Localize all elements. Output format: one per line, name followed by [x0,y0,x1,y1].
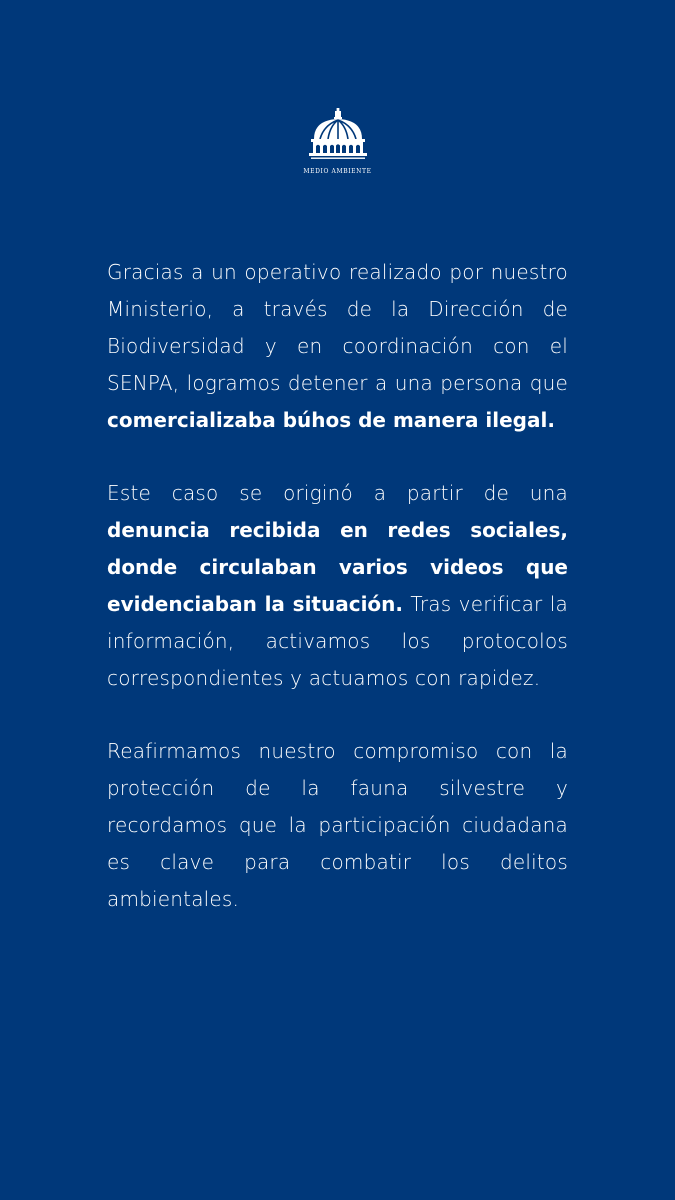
paragraph-text: Reafirmamos nuestro compromiso con la protección de la fauna silvestre y recordamos que la participación ciudadana es clave para combatir los delitos ambientales. [107,739,568,911]
ministry-logo [0,108,675,176]
highlighted-text: comercializaba búhos de manera ilegal. [107,408,555,432]
paragraph-text: Este caso se originó a partir de una [107,481,568,505]
dome-icon [308,108,368,164]
logo-text: MEDIO AMBIENTE [303,168,372,175]
post-text [107,254,568,954]
paragraph-origin [107,475,568,697]
paragraph-commitment [107,733,568,918]
paragraph-operation [107,254,568,439]
highlighted-text: denuncia recibida en redes sociales, donde circulaban varios videos que evidenciaban la situación. [107,518,568,616]
paragraph-text: Tras verificar la información, activamos los protocolos correspondientes y actuamos con rapidez. [107,592,569,690]
paragraph-text: Gracias a un operativo realizado por nuestro Ministerio, a través de la Dirección de Biodiversidad y en coordinación con el SENPA, logramos detener a una persona que [107,260,568,395]
